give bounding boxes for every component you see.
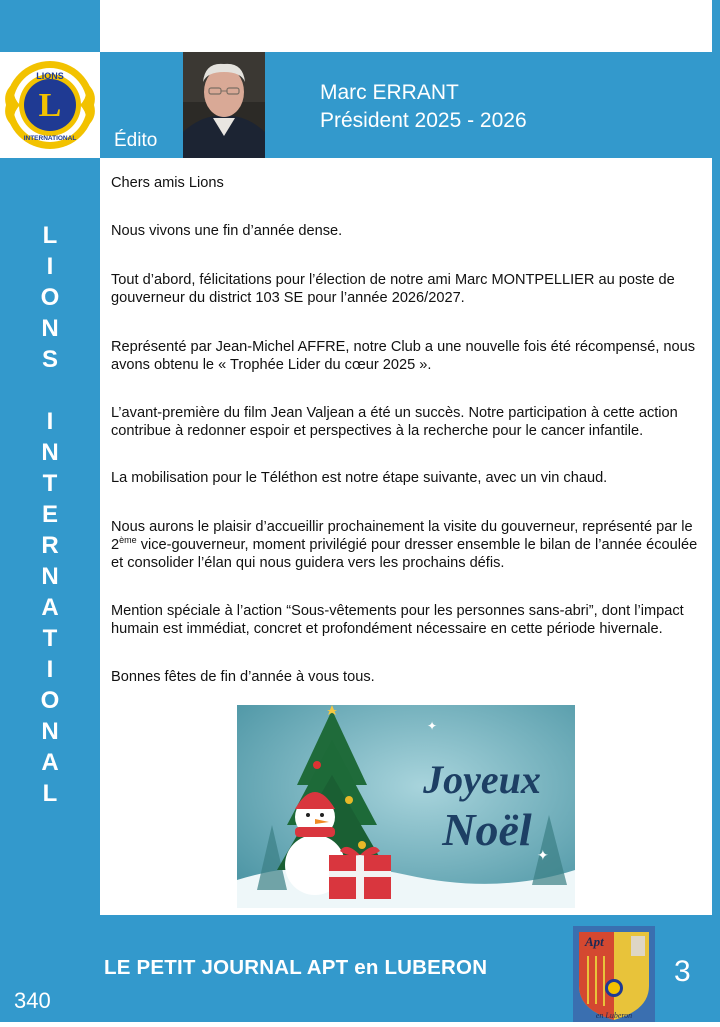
card-line-1: Joyeux	[423, 757, 541, 802]
lions-logo-bottom-text: INTERNATIONAL	[23, 135, 77, 142]
crest-top-text: Apt	[585, 934, 604, 949]
issue-number: 340	[14, 988, 51, 1013]
vertical-letter: T	[42, 470, 58, 497]
paragraph-part: vice-gouverneur, moment privilégié pour dresser ensemble le bilan de l’année écoulée et consolider l’élan qui nous guidera vers les prochains défis.	[111, 537, 698, 571]
paragraph: Nous vivons une fin d’année dense.	[111, 223, 343, 239]
sparkle-icon: ✦	[537, 847, 549, 863]
vertical-letter: N	[41, 718, 59, 745]
vertical-letter: T	[42, 625, 58, 652]
page-number: 3	[674, 955, 691, 988]
paragraph	[111, 518, 711, 572]
vertical-letter: I	[46, 408, 54, 435]
paragraph: Tout d’abord, félicitations pour l’élection de notre ami Marc MONTPELLIER au poste de gouverneur du district 103 SE pour l’année 2026/2027.	[111, 272, 675, 306]
author-photo	[183, 52, 265, 158]
vertical-letter: A	[41, 749, 59, 776]
vertical-letter: N	[41, 563, 59, 590]
paragraph: Mention spéciale à l’action “Sous-vêtements pour les personnes sans-abri”, dont l’impact humain est immédiat, concret et profondément nécessaire en cette période hivernale.	[111, 603, 684, 637]
paragraph: La mobilisation pour le Téléthon est notre étape suivante, avec un vin chaud.	[111, 470, 608, 486]
vertical-letter: L	[42, 222, 58, 249]
vertical-letter: S	[41, 346, 58, 373]
section-title: Édito	[114, 130, 158, 151]
paragraph: Représenté par Jean-Michel AFFRE, notre Club a une nouvelle fois été récompensé, nous avons obtenu le « Trophée Lider du cœur 2025 ».	[111, 339, 696, 373]
vertical-letter: O	[40, 687, 60, 714]
paragraph: L’avant-première du film Jean Valjean a été un succès. Notre participation à cette action contribue à redonner espoir et perspectives à la recherche pour le cancer infantile.	[111, 405, 678, 439]
vertical-letter: L	[42, 780, 58, 807]
paragraph: Bonnes fêtes de fin d’année à vous tous.	[111, 669, 375, 685]
crest-bottom-text: en Luberon	[595, 1011, 633, 1020]
vertical-letter: R	[41, 532, 59, 559]
apt-crest-logo	[573, 926, 655, 1022]
vertical-letter: O	[40, 284, 60, 311]
lions-logo-letter: L	[38, 87, 62, 124]
vertical-letter: E	[41, 501, 58, 528]
journal-title: LE PETIT JOURNAL APT en LUBERON	[104, 956, 488, 979]
author-name: Marc ERRANT	[320, 81, 459, 104]
right-border	[712, 0, 720, 1022]
vertical-title	[0, 220, 100, 809]
superscript: ème	[119, 535, 137, 546]
vertical-letter: I	[46, 253, 54, 280]
vertical-letter: N	[41, 315, 59, 342]
greeting: Chers amis Lions	[111, 175, 224, 191]
christmas-card-image	[237, 705, 575, 908]
lions-logo-top-text: LIONS	[36, 71, 64, 81]
card-line-2: Noël	[442, 804, 532, 855]
lions-logo	[0, 52, 100, 158]
author-role: Président 2025 - 2026	[320, 109, 527, 132]
vertical-letter: I	[46, 656, 54, 683]
vertical-letter: A	[41, 594, 59, 621]
paragraph-part: Nous aurons le plaisir d’accueillir prochainement la visite du gouverneur, représenté par le 2	[111, 519, 693, 553]
sparkle-icon: ✦	[427, 719, 438, 733]
vertical-letter: N	[41, 439, 59, 466]
